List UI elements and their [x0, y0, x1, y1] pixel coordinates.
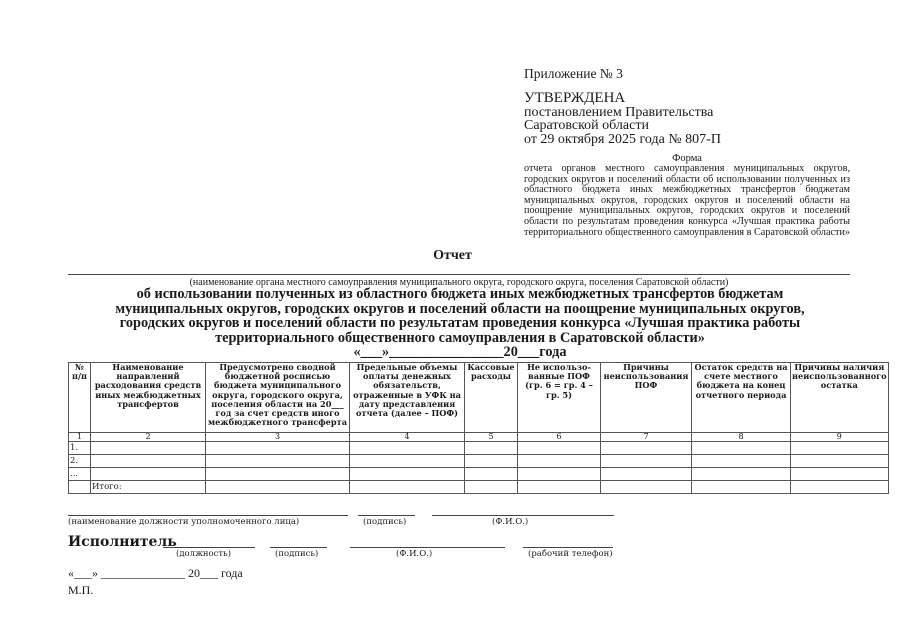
- row-number: 1.: [69, 442, 91, 455]
- header-cell: Не использо-ванные ПОФ (гр. 6 = гр. 4 – гр. 5): [518, 363, 601, 433]
- column-number: 8: [692, 433, 791, 442]
- column-number: 9: [791, 433, 889, 442]
- data-cell[interactable]: [518, 481, 601, 494]
- data-cell[interactable]: [350, 442, 465, 455]
- table-header-row: [69, 363, 889, 433]
- authorized-signature-caption: (подпись): [363, 517, 407, 527]
- signature-date-field[interactable]: «___» ______________ 20___ года: [68, 566, 243, 580]
- row-name-cell[interactable]: [91, 442, 206, 455]
- table-row: [69, 468, 889, 481]
- data-cell[interactable]: [601, 442, 692, 455]
- authorized-position-field[interactable]: [68, 515, 348, 516]
- total-label: Итого:: [91, 481, 206, 494]
- data-cell[interactable]: [692, 468, 791, 481]
- column-number: 2: [91, 433, 206, 442]
- executor-label: Исполнитель: [68, 534, 177, 550]
- data-cell[interactable]: [791, 468, 889, 481]
- column-number: 7: [601, 433, 692, 442]
- data-cell[interactable]: [791, 481, 889, 494]
- total-row: [69, 481, 889, 494]
- data-cell[interactable]: [350, 468, 465, 481]
- executor-signature-caption: (подпись): [275, 549, 319, 559]
- org-name-field[interactable]: [68, 274, 850, 275]
- row-number: ...: [69, 468, 91, 481]
- approved-line: постановлением Правительства: [524, 104, 714, 120]
- authorized-fio-field[interactable]: [432, 515, 614, 516]
- row-name-cell[interactable]: [91, 468, 206, 481]
- data-cell[interactable]: [465, 481, 518, 494]
- header-cell: Остаток средств на счете местного бюджета на конец отчетного периода: [692, 363, 791, 433]
- data-cell[interactable]: [206, 455, 350, 468]
- authorized-fio-caption: (Ф.И.О.): [492, 517, 529, 527]
- header-cell: Кассовые расходы: [465, 363, 518, 433]
- column-number: 4: [350, 433, 465, 442]
- table-row: [69, 455, 889, 468]
- approved-line: Саратовской области: [524, 118, 649, 133]
- subtitle-line: об использовании полученных из областного бюджета иных межбюджетных трансфертов бюджетам: [136, 286, 784, 302]
- approved-line: от 29 октября 2025 года № 807-П: [524, 131, 721, 147]
- column-number: 5: [465, 433, 518, 442]
- data-cell[interactable]: [692, 455, 791, 468]
- subtitle-line: городских округов и поселений области по результатам проведения конкурса «Лучшая практика работы: [119, 315, 801, 331]
- data-cell[interactable]: [518, 455, 601, 468]
- data-cell[interactable]: [206, 468, 350, 481]
- subtitle-line: муниципальных округов, городских округов и поселений области на поощрение муниципальных округов,: [115, 300, 805, 317]
- report-date-line: «___»________________20___года: [353, 344, 567, 360]
- executor-fio-field[interactable]: [350, 547, 505, 548]
- row-number: [69, 481, 91, 494]
- data-cell[interactable]: [692, 481, 791, 494]
- column-number: 1: [69, 433, 91, 442]
- column-number: 3: [206, 433, 350, 442]
- header-cell: Предельные объемы оплаты денежных обязательств, отраженные в УФК на дату представления отчета (далее – ПОФ): [350, 363, 465, 433]
- data-cell[interactable]: [350, 481, 465, 494]
- column-number-row: [69, 433, 889, 442]
- data-cell[interactable]: [601, 455, 692, 468]
- authorized-signature-field[interactable]: [358, 515, 415, 516]
- data-cell[interactable]: [692, 442, 791, 455]
- form-description: отчета органов местного самоуправления муниципальных округов, городских округов и поселений области об использовании полученных из областного бюджета иных межбюджетных трансфертов бюджетам муниципальных округов, городских округов и поселений области на поощрение муниципальных округов, городских округов и поселений области по результатам проведения конкурса «Лучшая практика работы территориального общественного самоуправления в Саратовской области»: [524, 163, 851, 238]
- data-cell[interactable]: [465, 468, 518, 481]
- form-label: Форма: [672, 153, 702, 164]
- header-cell: Причины неиспользования ПОФ: [601, 363, 692, 433]
- authorized-position-caption: (наименование должности уполномоченного лица): [68, 517, 300, 527]
- subtitle-line: территориального общественного самоуправления в Саратовской области»: [215, 329, 705, 346]
- report-title: Отчет: [433, 248, 472, 263]
- header-cell: № п/п: [69, 363, 91, 433]
- data-cell[interactable]: [518, 442, 601, 455]
- data-cell[interactable]: [601, 468, 692, 481]
- approval-block: [524, 92, 721, 146]
- executor-signature-field[interactable]: [270, 547, 327, 548]
- executor-phone-field[interactable]: [523, 547, 613, 548]
- report-subtitle: [70, 287, 850, 360]
- data-cell[interactable]: [350, 455, 465, 468]
- row-number: 2.: [69, 455, 91, 468]
- data-cell[interactable]: [465, 455, 518, 468]
- data-cell[interactable]: [791, 455, 889, 468]
- data-cell[interactable]: [601, 481, 692, 494]
- executor-fio-caption: (Ф.И.О.): [396, 549, 433, 559]
- row-name-cell[interactable]: [91, 455, 206, 468]
- approved-title: УТВЕРЖДЕНА: [524, 90, 626, 106]
- executor-position-field[interactable]: [163, 547, 255, 548]
- table-row: [69, 442, 889, 455]
- data-cell[interactable]: [791, 442, 889, 455]
- org-name-caption: (наименование органа местного самоуправления муниципального округа, городского округа, поселения Саратовской области): [189, 277, 729, 288]
- column-number: 6: [518, 433, 601, 442]
- report-table: [68, 362, 889, 494]
- header-cell: Наименование направлений расходования средств иных межбюджетных трансфертов: [91, 363, 206, 433]
- header-cell: Предусмотрено сводной бюджетной росписью бюджета муниципального округа, городского округа, поселения области на 20___ год за счет средств иного межбюджетного трансферта: [206, 363, 350, 433]
- header-cell: Причины наличия неиспользованного остатка: [791, 363, 889, 433]
- data-cell[interactable]: [518, 468, 601, 481]
- appendix-label: Приложение № 3: [524, 66, 623, 81]
- executor-position-caption: (должность): [176, 549, 232, 559]
- data-cell[interactable]: [206, 442, 350, 455]
- executor-phone-caption: (рабочий телефон): [528, 549, 613, 559]
- data-cell[interactable]: [465, 442, 518, 455]
- data-cell[interactable]: [206, 481, 350, 494]
- stamp-place-label: М.П.: [68, 583, 94, 597]
